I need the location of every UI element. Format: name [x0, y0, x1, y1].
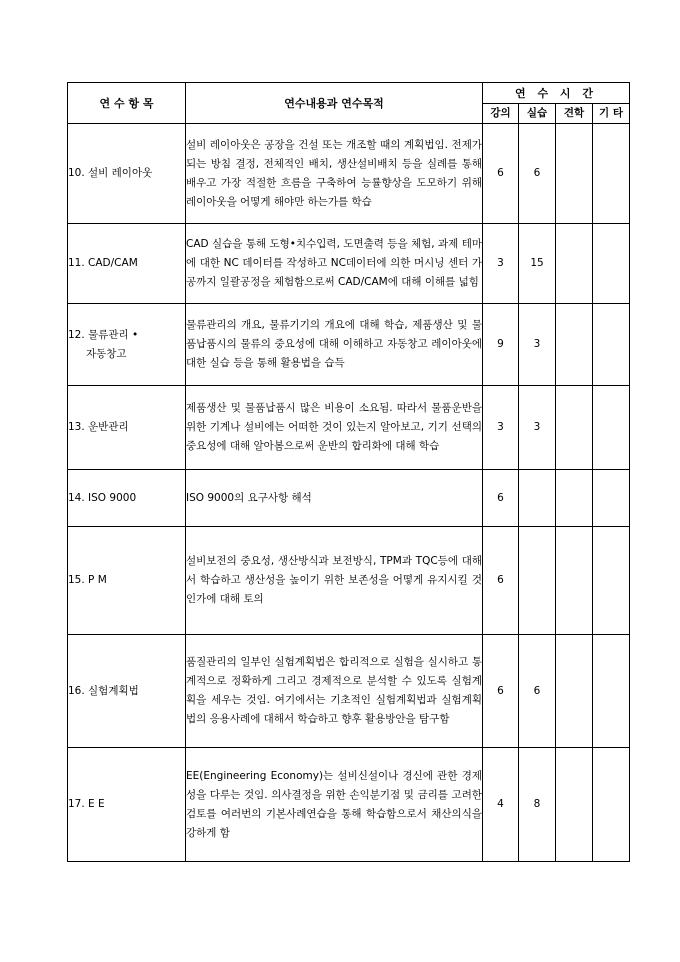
table-row [68, 748, 630, 862]
row-practice: 15 [519, 224, 556, 304]
row-tour [556, 635, 593, 748]
row-item-line2: 자동창고 [86, 347, 127, 360]
row-practice: 6 [519, 124, 556, 224]
header-content: 연수내용과 연수목적 [186, 83, 483, 124]
row-item: 10. 설비 레이아웃 [68, 124, 186, 224]
row-item: 13. 운반관리 [68, 386, 186, 470]
row-item: 14. ISO 9000 [68, 470, 186, 527]
row-etc [593, 224, 630, 304]
row-tour [556, 304, 593, 386]
row-tour [556, 124, 593, 224]
row-tour [556, 224, 593, 304]
row-item: 16. 실험계획법 [68, 635, 186, 748]
row-lecture: 4 [483, 748, 519, 862]
row-content: 제품생산 및 물품납품시 많은 비용이 소요됨. 따라서 물품운반을 위한 기계나 설비에는 어떠한 것이 있는지 알아보고, 기기 선택의 중요성에 대해 알아봄으로써 운반의 합리화에 대해 학습 [186, 386, 483, 470]
row-etc [593, 635, 630, 748]
row-item-line1: 12. 물류관리 • [68, 328, 139, 341]
table-row [68, 304, 630, 386]
row-etc [593, 470, 630, 527]
row-content: 설비 레이아웃은 공장을 건설 또는 개조할 때의 계획법임. 전제가 되는 방침 결정, 전체적인 배치, 생산설비배치 등을 실례를 통해 배우고 가장 적절한 흐름을 구축하여 능률향상을 도모하기 위해 레이아웃을 어떻게 해야만 하는가를 학습 [186, 124, 483, 224]
row-etc [593, 386, 630, 470]
row-tour [556, 470, 593, 527]
table-row [68, 124, 630, 224]
row-practice [519, 527, 556, 635]
row-tour [556, 386, 593, 470]
row-lecture: 6 [483, 470, 519, 527]
row-etc [593, 304, 630, 386]
row-item: 15. P M [68, 527, 186, 635]
header-practice: 실습 [519, 104, 556, 124]
header-hours: 연 수 시 간 [483, 83, 630, 104]
row-practice: 3 [519, 386, 556, 470]
row-content: ISO 9000의 요구사항 해석 [186, 470, 483, 527]
row-content: EE(Engineering Economy)는 설비신설이나 경신에 관한 경제성을 다루는 것임. 의사결정을 위한 손익분기점 및 금리를 고려한 검토를 여러번의 기본사례연습을 통해 학습함으로서 채산의식을 강하게 함 [186, 748, 483, 862]
header-item: 연 수 항 목 [68, 83, 186, 124]
row-practice [519, 470, 556, 527]
row-tour [556, 527, 593, 635]
row-practice: 8 [519, 748, 556, 862]
table-row [68, 635, 630, 748]
row-content: 품질관리의 일부인 실험계획법은 합리적으로 실험을 실시하고 통계적으로 정확하게 그리고 경제적으로 분석할 수 있도록 실험계획을 세우는 것임. 여기에서는 기초적인 실험계획법과 실험계획법의 응용사례에 대해서 학습하고 향후 활용방안을 탐구함 [186, 635, 483, 748]
row-content: 설비보전의 중요성, 생산방식과 보전방식, TPM과 TQC등에 대해서 학습하고 생산성을 높이기 위한 보존성을 어떻게 유지시킬 것인가에 대해 토의 [186, 527, 483, 635]
row-item: 11. CAD/CAM [68, 224, 186, 304]
table-row [68, 527, 630, 635]
row-tour [556, 748, 593, 862]
header-etc: 기 타 [593, 104, 630, 124]
table-row [68, 224, 630, 304]
table-row [68, 386, 630, 470]
header-tour: 견학 [556, 104, 593, 124]
row-lecture: 9 [483, 304, 519, 386]
row-content: 물류관리의 개요, 물류기기의 개요에 대해 학습, 제품생산 및 물품납품시의 물류의 중요성에 대해 이해하고 자동창고 레이아웃에 대한 실습 등을 통해 활용법을 습득 [186, 304, 483, 386]
row-etc [593, 527, 630, 635]
row-lecture: 3 [483, 224, 519, 304]
header-lecture: 강의 [483, 104, 519, 124]
row-practice: 3 [519, 304, 556, 386]
row-lecture: 6 [483, 635, 519, 748]
row-practice: 6 [519, 635, 556, 748]
row-lecture: 6 [483, 124, 519, 224]
row-item: 17. E E [68, 748, 186, 862]
table-row [68, 470, 630, 527]
row-item [68, 304, 186, 386]
row-lecture: 3 [483, 386, 519, 470]
row-etc [593, 748, 630, 862]
curriculum-table [67, 82, 630, 862]
row-lecture: 6 [483, 527, 519, 635]
row-etc [593, 124, 630, 224]
row-content: CAD 실습을 통해 도형•치수입력, 도면출력 등을 체험, 과제 테마에 대한 NC 데이터를 작성하고 NC데이터에 의한 머시닝 센터 가공까지 일괄공정을 체험함으로써 CAD/CAM에 대해 이해를 넓힘 [186, 224, 483, 304]
